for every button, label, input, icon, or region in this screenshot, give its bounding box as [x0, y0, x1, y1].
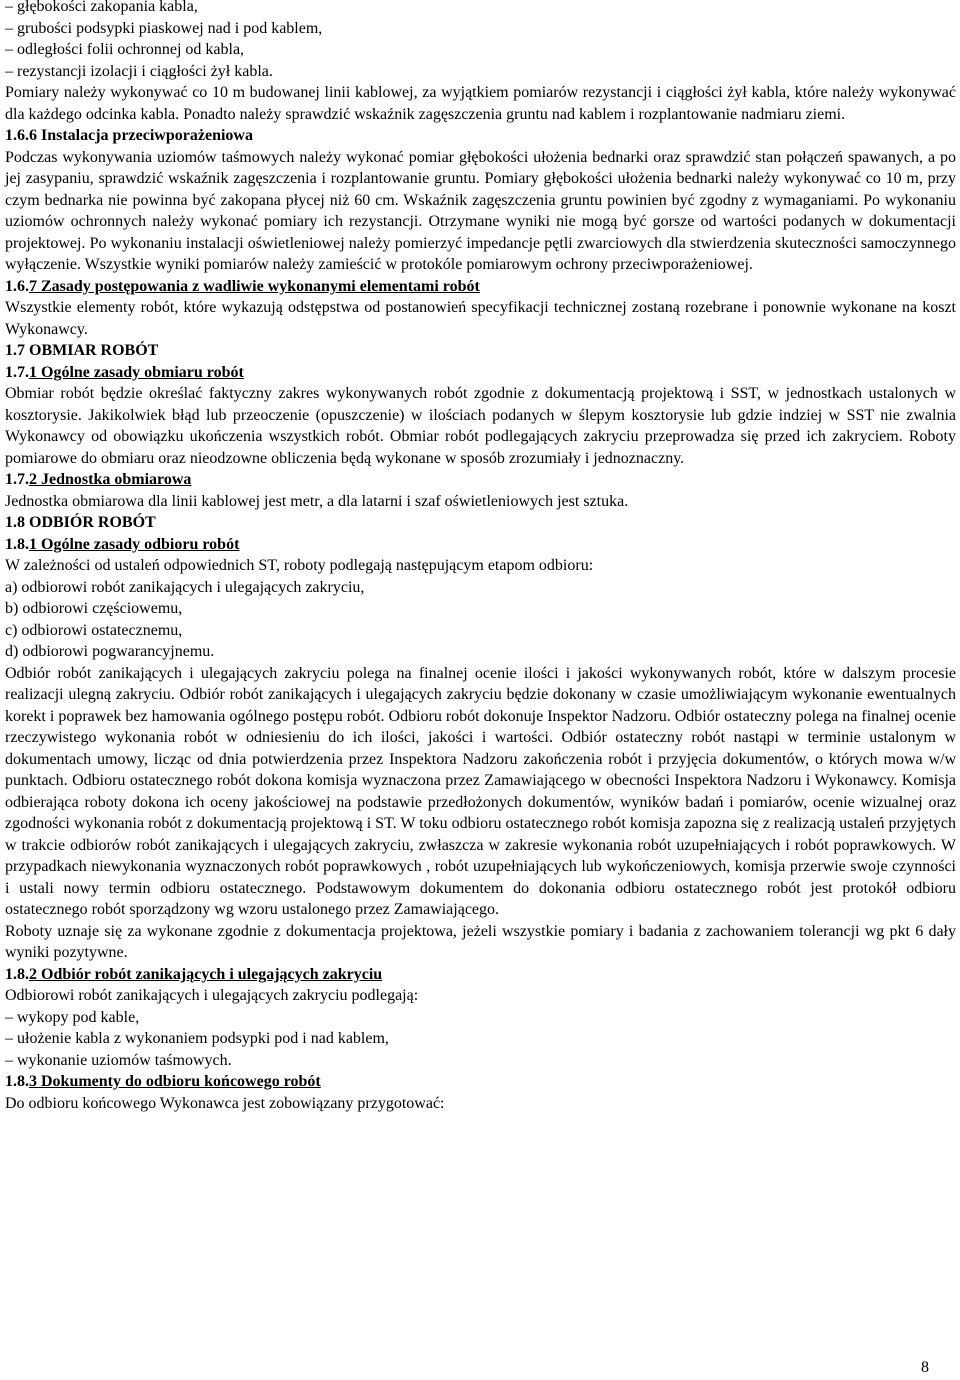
paragraph-1-7-2: Jednostka obmiarowa dla linii kablowej jest metr, a dla latarni i szaf oświetleniowych jest sztuka. [5, 492, 629, 510]
paragraph-1-6-7: Wszystkie elementy robót, które wykazują odstępstwa od postanowień specyfikacji technicznej zostaną rozebrane i ponownie wykonane na koszt Wykonawcy. [5, 299, 956, 338]
heading-number: 1.8. [5, 965, 29, 983]
list-item: – rezystancji izolacji i ciągłości żył kabla. [5, 62, 273, 80]
list-item: – ułożenie kabla z wykonaniem podsypki pod i nad kablem, [5, 1030, 389, 1047]
list-covered-works [5, 1007, 956, 1072]
heading-1-7-1 [5, 362, 956, 384]
heading-1-7: 1.7 OBMIAR ROBÓT [5, 342, 159, 359]
paragraph-1-8-3-intro: Do odbioru końcowego Wykonawca jest zobowiązany przygotować: [5, 1094, 445, 1112]
heading-text: 2 Jednostka obmiarowa [29, 471, 192, 488]
heading-text: 7 Zasady postępowania z wadliwie wykonanymi elementami robót [29, 277, 480, 295]
paragraph-1-8-1-intro: W zależności od ustaleń odpowiednich ST, roboty podlegają następującym etapom odbioru: [5, 557, 594, 574]
list-acceptance-stages [5, 577, 956, 663]
heading-text: 1 Ogólne zasady obmiaru robót [29, 363, 244, 381]
paragraph-1-6-6: Podczas wykonywania uziomów taśmowych należy wykonać pomiar głębokości ułożenia bednarki oraz sprawdzić stan połączeń spawanych, a po jej zasypaniu, sprawdzić wskaźnik zagęszczenia i rozplantowanie gruntu. Pomiary głębokości ułożenia bednarki należy wykonywać co 10 m, przy czym bednarka nie powinna być zakopana płycej niż 60 cm. Wskaźnik zagęszczenia gruntu powinien być zgodny z wymaganiami. Po wykonaniu uziomów ochronnych należy wykonać pomiary ich rezystancji. Otrzymane wyniki nie mogą być gorsze od wartości podanych w dokumentacji projektowej. Po wykonaniu instalacji oświetleniowej należy pomierzyć impedancje pętli zwarciowych dla stwierdzenia skuteczności samoczynnego wyłączenie. Wszystkie wyniki pomiarów należy zamieścić w protokóle pomiarowym ochrony przeciwporażeniowej. [5, 148, 956, 273]
list-item: d) odbiorowi pogwarancyjnemu. [5, 643, 215, 660]
heading-number: 1.7. [5, 471, 29, 488]
document-page [5, 0, 956, 1114]
list-item: – wykopy pod kable, [5, 1008, 140, 1026]
list-top [5, 0, 956, 82]
heading-1-8-2 [5, 964, 956, 986]
heading-text: 1 Ogólne zasady odbioru robót [29, 535, 240, 553]
page-number: 8 [921, 1359, 929, 1376]
heading-1-7-2 [5, 469, 956, 491]
list-item: a) odbiorowi robót zanikających i ulegających zakryciu, [5, 578, 365, 596]
paragraph-1-8-2-intro: Odbiorowi robót zanikających i ulegających zakryciu podlegają: [5, 987, 419, 1004]
heading-number: 1.7. [5, 363, 29, 381]
heading-number: 1.8. [5, 535, 29, 553]
heading-1-6-6: 1.6.6 Instalacja przeciwporażeniowa [5, 127, 253, 144]
heading-number: 1.6. [5, 277, 29, 295]
list-item: – odległości folii ochronnej od kabla, [5, 41, 245, 58]
list-item: – głębokości zakopania kabla, [5, 0, 198, 15]
paragraph-1-8-1-body: Odbiór robót zanikających i ulegających zakryciu polega na finalnej ocenie ilości i jakości wykonywanych robót, które w dalszym procesie realizacji ulegną zakryciu. Odbiór robót zanikających i ulegających zakryciu będzie dokonany w czasie umożliwiającym wykonanie ewentualnych korekt i poprawek bez hamowania ogólnego postępu robót. Odbioru robót dokonuje Inspektor Nadzoru. Odbiór ostateczny polega na finalnej ocenie rzeczywistego wykonania robót w odniesieniu do ich ilości, jakości i wartości. Odbiór ostateczny robót nastąpi w terminie ustalonym w dokumentach umowy, licząc od dnia potwierdzenia przez Inspektora Nadzoru zakończenia robót i przyjęcia dokumentów, o których mowa w/w punktach. Odbioru ostatecznego robót dokona komisja wyznaczona przez Zamawiającego w obecności Inspektora Nadzoru i Wykonawcy. Komisja odbierająca roboty dokona ich oceny jakościowej na podstawie przedłożonych dokumentów, wyników badań i pomiarów, ocenie wizualnej oraz zgodności wykonania robót z dokumentacją projektową i ST. W toku odbioru ostatecznego robót komisja zapozna się z realizacją ustaleń przyjętych w trakcie odbiorów robót zanikających i ulegających zakryciu, zwłaszcza w zakresie wykonania robót uzupełniających i robót poprawkowych. W przypadkach niewykonania wyznaczonych robót poprawkowych , robót uzupełniających lub wykończeniowych, komisja przerwie swoje czynności i ustali nowy termin odbioru ostatecznego. Podstawowym dokumentem do dokonania odbioru ostatecznego robót jest protokół odbioru ostatecznego robót sporządzony wg wzoru ustalonego przez Zamawiającego. [5, 664, 956, 918]
paragraph-1-7-1: Obmiar robót będzie określać faktyczny zakres wykonywanych robót zgodnie z dokumentacją projektową i SST, w jednostkach ustalonych w kosztorysie. Jakikolwiek błąd lub przeoczenie (opuszczenie) w ilościach podanych w ślepym kosztorysie lub gdzie indziej w SST nie zwalnia Wykonawcy od obowiązku ukończenia wszystkich robót. Obmiar robót podlegających zakryciu przeprowadza się przed ich zakryciem. Roboty pomiarowe do obmiaru oraz nieodzowne obliczenia będą wykonane w sposób zrozumiały i jednoznaczny. [5, 385, 956, 467]
heading-1-6-7 [5, 276, 956, 298]
list-item: c) odbiorowi ostatecznemu, [5, 621, 183, 639]
heading-text: 2 Odbiór robót zanikających i ulegających zakryciu [29, 965, 383, 983]
heading-1-8-3 [5, 1071, 956, 1093]
list-item: b) odbiorowi częściowemu, [5, 600, 183, 617]
list-item: – wykonanie uziomów taśmowych. [5, 1051, 232, 1069]
paragraph-1-8-1-end: Roboty uznaje się za wykonane zgodnie z dokumentacja projektowa, jeżeli wszystkie pomiary i badania z zachowaniem tolerancji wg pkt 6 dały wyniki pozytywne. [5, 922, 956, 961]
heading-text: 3 Dokumenty do odbioru końcowego robót [29, 1073, 321, 1090]
heading-1-8-1 [5, 534, 956, 556]
heading-number: 1.8. [5, 1073, 29, 1090]
list-item: – grubości podsypki piaskowej nad i pod kablem, [5, 19, 323, 37]
heading-1-8: 1.8 ODBIÓR ROBÓT [5, 514, 156, 531]
paragraph-measurements: Pomiary należy wykonywać co 10 m budowanej linii kablowej, za wyjątkiem pomiarów rezystancji i ciągłości żył kabla, które należy wykonywać dla każdego odcinka kabla. Ponadto należy sprawdzić wskaźnik zagęszczenia gruntu nad kablem i rozplantowanie nadmiaru ziemi. [5, 84, 956, 123]
